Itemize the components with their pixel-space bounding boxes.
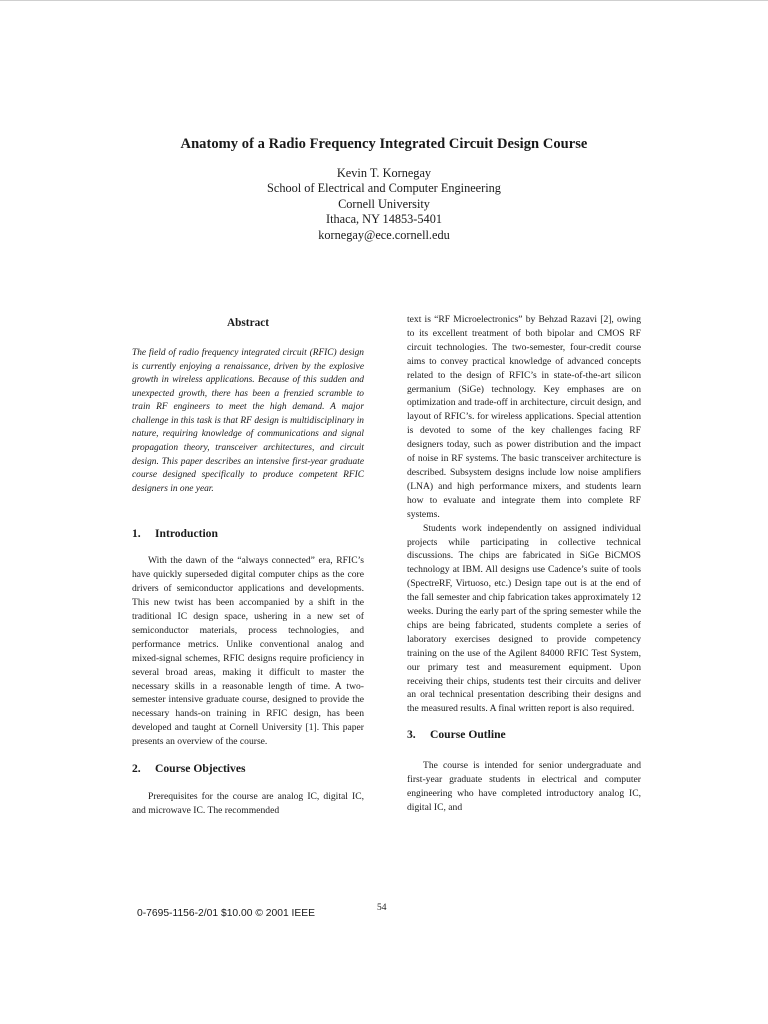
projects-paragraph: Students work independently on assigned individual projects while participating in collective technical discussions. The chips are fabricated in SiGe BiCMOS technology at IBM. All designs use Cadence’s suite of tools (SpectreRF, Virtuoso, etc.) Design tape out is at the end of the fall semester and chip fabrication takes approximately 12 weeks. During the early part of the spring semester while the chips are being fabricated, students complete a series of laboratory exercises designed to provide competency training on the use of the Agilent 84000 RFIC Test System, our primary test and measurement equipment. Upon receiving their chips, students test their circuits and deliver an oral technical presentation describing their designs and the measured results. A final written report is also required.: [407, 522, 641, 715]
objectives-paragraph: Prerequisites for the course are analog IC, digital IC, and microwave IC. The recommended: [132, 790, 364, 816]
objectives-continued-paragraph: text is “RF Microelectronics” by Behzad Razavi [2], owing to its excellent treatment of both bipolar and CMOS RF circuit technologies. The two-semester, four-credit course aims to convey practical knowledge of advanced concepts related to the design of RFIC’s in state-of-the-art silicon germanium (SiGe) technology. Key emphases are on optimization and trade-off in architecture, circuit design, and layout of RFIC’s. for wireless applications. Special attention is devoted to some of the key challenges facing RF designers today, such as power distribution and the impact of noise in RF systems. The basic transceiver architecture is described. Subsystem designs include low noise amplifiers (LNA) and high performance mixers, and students learn how to evaluate and integrate them into complete RF systems.: [407, 314, 641, 520]
section-title: Course Outline: [430, 728, 506, 742]
author-university: Cornell University: [338, 196, 430, 211]
author-department: School of Electrical and Computer Engineering: [267, 181, 501, 196]
abstract-heading: Abstract: [226, 317, 270, 329]
author-email: kornegay@ece.cornell.edu: [318, 227, 450, 242]
section-heading-introduction: [132, 527, 364, 541]
copyright-footer: 0-7695-1156-2/01 $10.00 © 2001 IEEE: [137, 908, 315, 919]
abstract-text: The field of radio frequency integrated circuit (RFIC) design is currently enjoying a renaissance, driven by the explosive growth in wireless applications. Because of this sudden and unexpected growth, there has been a frenzied scramble to train RF engineers to meet the high demand. A major challenge in this task is that RF design is multidisciplinary in nature, requiring knowledge of communications and signal propagation theory, transceiver architectures, and circuit design. This paper describes an intensive first-year graduate course designed specifically to produce competent RFIC designers in one year.: [132, 347, 364, 494]
section-number: 1.: [132, 527, 141, 541]
outline-paragraph: The course is intended for senior undergraduate and first-year graduate students in electrical and computer engineering who have completed introductory analog IC, digital IC, and: [407, 760, 641, 813]
top-rule: [0, 0, 768, 1]
author-block: [0, 166, 768, 243]
author-location: Ithaca, NY 14853-5401: [326, 212, 442, 227]
section-number: 3.: [407, 728, 416, 742]
left-column: [132, 317, 364, 818]
paper-title: Anatomy of a Radio Frequency Integrated Circuit Design Course: [180, 136, 588, 152]
section-title: Introduction: [155, 527, 218, 541]
section-title: Course Objectives: [155, 762, 246, 776]
page-number: 54: [377, 903, 387, 913]
author-name: Kevin T. Kornegay: [336, 166, 432, 180]
section-number: 2.: [132, 762, 141, 776]
right-column: [407, 313, 641, 815]
section-heading-objectives: [132, 762, 364, 776]
section-heading-outline: [407, 728, 641, 742]
introduction-paragraph: With the dawn of the “always connected” era, RFIC’s have quickly superseded digital computer chips as the core drivers of semiconductor applications and developments. This new twist has been accompanied by a shift in the traditional IC design space, ushering in a new set of semiconductor materials, process technologies, and performance metrics. Unlike conventional analog and mixed-signal schemes, RFIC designs require proficiency in several broad areas, making it difficult to master the necessary skills in a reasonable length of time. A two-semester intensive graduate course, designed to provide the necessary hands-on training in RFIC design, has been developed and taught at Cornell University [1]. This paper presents an overview of the course.: [132, 555, 364, 748]
